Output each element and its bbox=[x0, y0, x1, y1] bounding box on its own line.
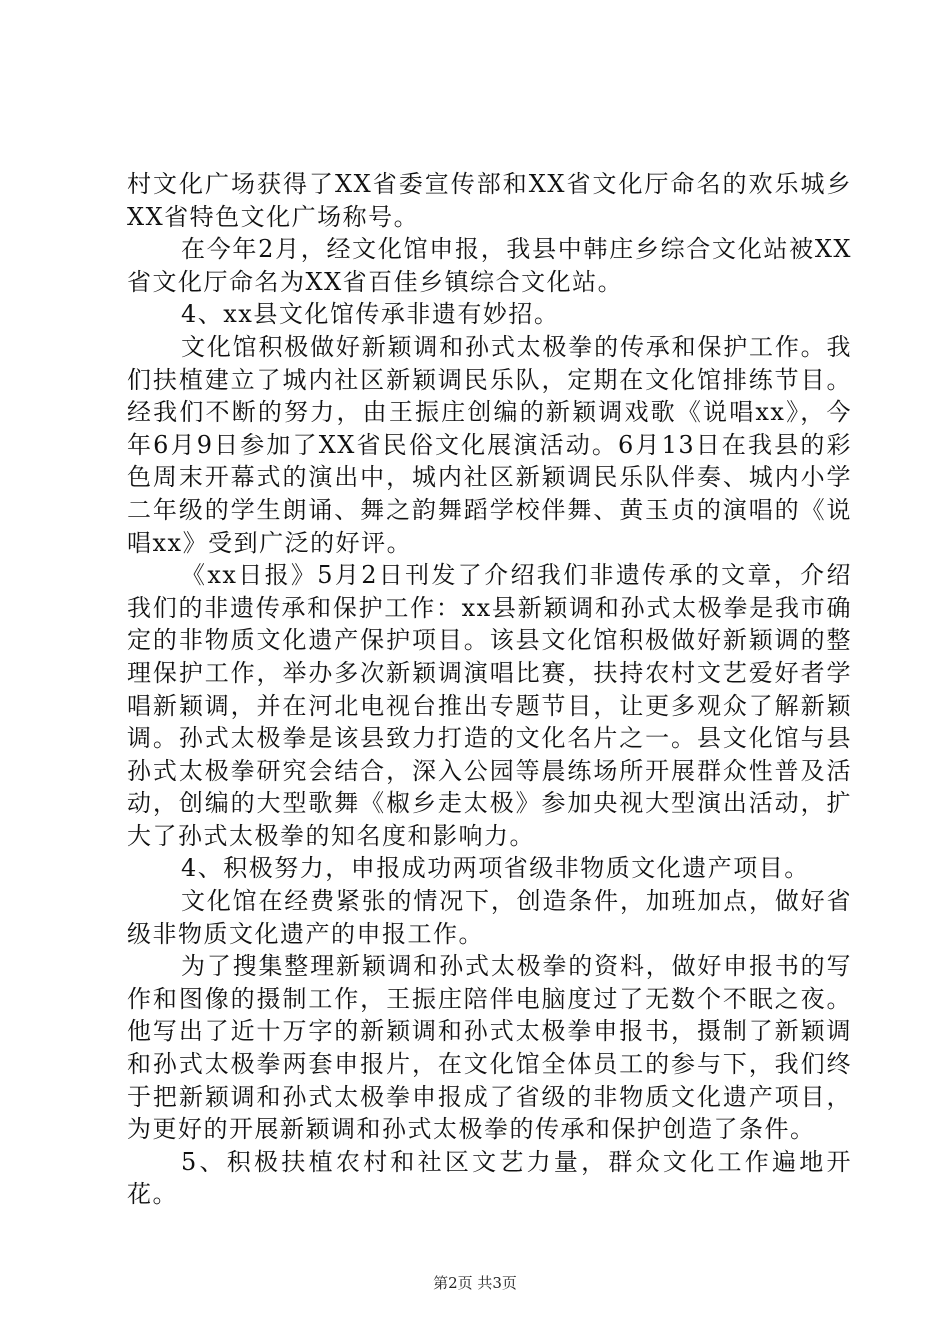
paragraph-6: 为了搜集整理新颖调和孙式太极拳的资料，做好申报书的写作和图像的摄制工作，王振庄陪伴电脑度过了无数个不眠之夜。他写出了近十万字的新颖调和孙式太极拳申报书，摄制了新颖调和孙式太极拳两套申报片，在文化馆全体员工的参与下，我们终于把新颖调和孙式太极拳申报成了省级的非物质文化遗产项目，为更好的开展新颖调和孙式太极拳的传承和保护创造了条件。 bbox=[127, 952, 852, 1144]
section-heading-4-application: 4、积极努力，申报成功两项省级非物质文化遗产项目。 bbox=[181, 854, 810, 883]
paragraph-2: 在今年2月，经文化馆申报，我县中韩庄乡综合文化站被XX省文化厅命名为XX省百佳乡镇综合文化站。 bbox=[127, 235, 852, 296]
section-heading-5: 5、积极扶植农村和社区文艺力量，群众文化工作遍地开花。 bbox=[127, 1147, 852, 1209]
page-footer: 第2页 共3页 bbox=[433, 1274, 517, 1292]
paragraph-5: 文化馆在经费紧张的情况下，创造条件，加班加点，做好省级非物质文化遗产的申报工作。 bbox=[127, 887, 852, 948]
paragraph-3: 文化馆积极做好新颖调和孙式太极拳的传承和保护工作。我们扶植建立了城内社区新颖调民乐队，定期在文化馆排练节目。经我们不断的努力，由王振庄创编的新颖调戏歌《说唱xx》，今年6月9日参加了XX省民俗文化展演活动。6月13日在我县的彩色周末开幕式的演出中，城内社区新颖调民乐队伴奏、城内小学二年级的学生朗诵、舞之韵舞蹈学校伴舞、黄玉贞的演唱的《说唱xx》受到广泛的好评。 bbox=[127, 332, 852, 557]
paragraph-4: 《xx日报》5月2日刊发了介绍我们非遗传承的文章，介绍我们的非遗传承和保护工作：xx县新颖调和孙式太极拳是我市确定的非物质文化遗产保护项目。该县文化馆积极做好新颖调的整理保护工作，举办多次新颖调演唱比赛，扶持农村文艺爱好者学唱新颖调，并在河北电视台推出专题节目，让更多观众了解新颖调。孙式太极拳是该县致力打造的文化名片之一。县文化馆与县孙式太极拳研究会结合，深入公园等晨练场所开展群众性普及活动，创编的大型歌舞《椒乡走太极》参加央视大型演出活动，扩大了孙式太极拳的知名度和影响力。 bbox=[127, 561, 852, 850]
document-body bbox=[127, 168, 852, 1211]
section-heading-4-heritage: 4、xx县文化馆传承非遗有妙招。 bbox=[181, 300, 560, 329]
paragraph-1: 村文化广场获得了XX省委宣传部和XX省文化厅命名的欢乐城乡XX省特色文化广场称号。 bbox=[127, 170, 852, 231]
